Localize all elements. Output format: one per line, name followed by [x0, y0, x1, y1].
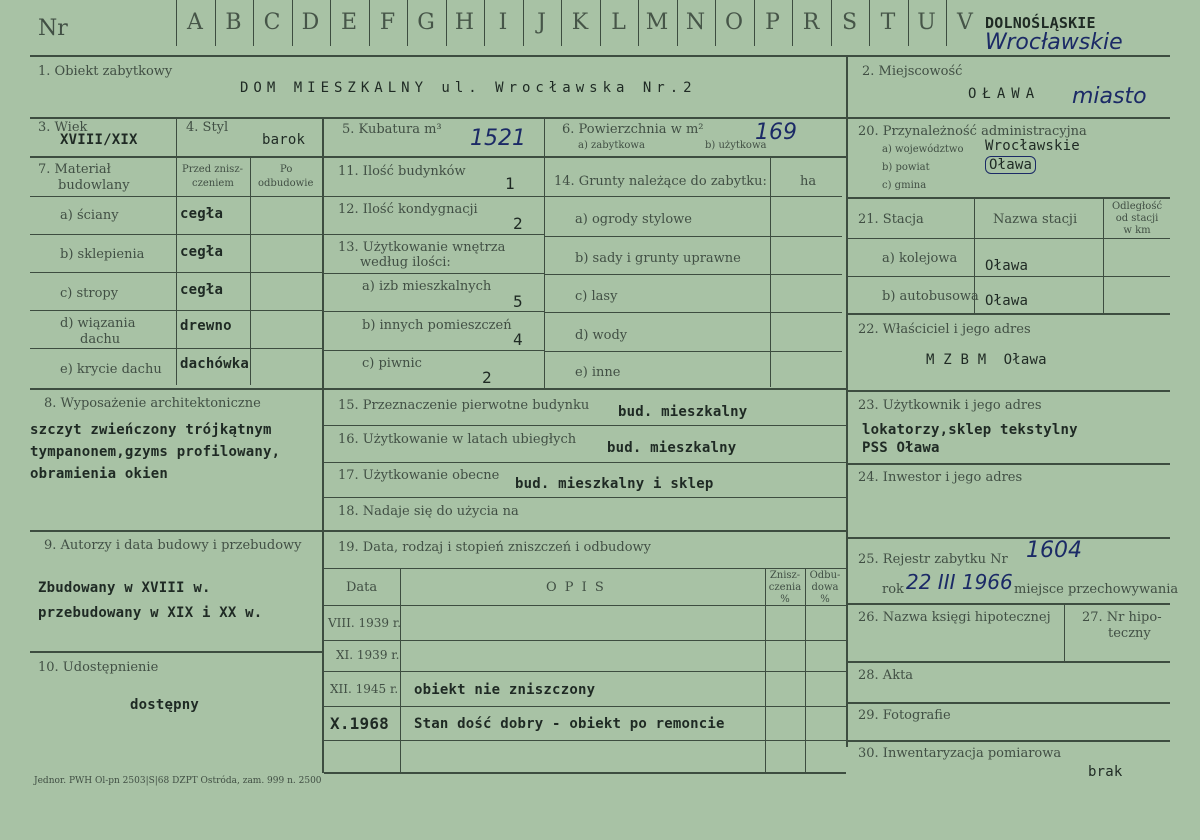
f21-b-label: b) autobusowa — [882, 289, 979, 304]
f14-row-a: a) ogrody stylowe — [575, 212, 692, 227]
divider — [848, 702, 1170, 704]
divider — [324, 706, 846, 707]
f9-label: 9. Autorzy i data budowy i przebudowy — [44, 538, 302, 553]
divider — [324, 568, 846, 569]
f20-b-value: Oława — [985, 156, 1036, 174]
divider — [324, 273, 544, 274]
f27-label-2: teczny — [1108, 626, 1151, 641]
f20-c-label: c) gmina — [882, 180, 927, 191]
f19-label: 19. Data, rodzaj i stopień zniszczeń i odbudowy — [338, 540, 652, 555]
f6-sub-b: b) użytkowa — [705, 140, 767, 151]
divider — [792, 0, 793, 46]
f25-place-label: miejsce przechowywania — [1014, 582, 1179, 597]
f6-value: 169 — [755, 120, 797, 145]
f28-label: 28. Akta — [858, 668, 914, 683]
divider — [324, 497, 846, 498]
divider — [176, 157, 177, 385]
f8-line-3: obramienia okien — [30, 466, 169, 482]
f7-row-a-value: cegła — [180, 206, 224, 222]
f13-b-value: 4 — [513, 330, 523, 349]
f18-label: 18. Nadaje się do użycia na — [338, 504, 519, 519]
f1-label: 1. Obiekt zabytkowy — [38, 64, 173, 79]
letter-index-b: B — [225, 10, 242, 35]
f7-col1-top: Przed znisz- — [182, 164, 243, 175]
f7-row-e-label: e) krycie dachu — [60, 362, 162, 377]
f7-row-d-label-2: dachu — [80, 332, 121, 347]
f21-col-dist-3: w km — [1123, 225, 1151, 236]
f25-label: 25. Rejestr zabytku Nr — [858, 552, 1008, 567]
divider — [831, 0, 832, 46]
f13-label-2: według ilości: — [360, 255, 451, 270]
f17-label: 17. Użytkowanie obecne — [338, 468, 500, 483]
f12-label: 12. Ilość kondygnacji — [338, 202, 478, 217]
f29-label: 29. Fotografie — [858, 708, 951, 723]
f19-col-opis: O P I S — [546, 580, 606, 595]
f6-label: 6. Powierzchnia w m² — [562, 122, 704, 137]
f25-rok-label: rok — [882, 582, 904, 597]
divider — [30, 651, 322, 653]
f20-a-label: a) województwo — [882, 144, 964, 155]
divider — [369, 0, 370, 46]
f19-col-odb-2: dowa — [811, 582, 839, 593]
divider — [484, 0, 485, 46]
divider — [30, 196, 322, 197]
f7-col2-top: Po — [280, 164, 293, 175]
f11-label: 11. Ilość budynków — [338, 164, 466, 179]
letter-index-c: C — [263, 10, 281, 35]
f27-label-1: 27. Nr hipo- — [1082, 610, 1162, 625]
f7-row-c-label: c) stropy — [60, 286, 119, 301]
f4-label: 4. Styl — [186, 120, 229, 135]
f14-row-b: b) sady i grunty uprawne — [575, 251, 741, 266]
f19-row-desc: Stan dość dobry - obiekt po remoncie — [414, 716, 725, 732]
f8-line-2: tympanonem,gzyms profilowany, — [30, 444, 281, 460]
f9-line-1: Zbudowany w XVIII w. — [38, 580, 211, 596]
divider — [324, 605, 846, 606]
f7-col2-bottom: odbudowie — [258, 178, 314, 189]
f14-row-d: d) wody — [575, 328, 628, 343]
letter-index-i: I — [498, 10, 508, 35]
divider — [30, 530, 322, 532]
f7-row-c-value: cegła — [180, 282, 224, 298]
letter-index-j: J — [537, 10, 546, 35]
f8-label: 8. Wyposażenie architektoniczne — [44, 396, 261, 411]
f2-label: 2. Miejscowość — [862, 64, 963, 79]
f30-label: 30. Inwentaryzacja pomiarowa — [858, 746, 1062, 761]
f14-unit: ha — [800, 174, 817, 189]
divider — [30, 234, 322, 235]
divider — [324, 462, 846, 463]
f19-col-odb-1: Odbu- — [809, 570, 841, 581]
divider — [322, 118, 324, 773]
letter-index-p: P — [765, 10, 780, 35]
divider — [324, 772, 846, 774]
f9-line-2: przebudowany w XIX i XX w. — [38, 605, 263, 621]
divider — [30, 348, 322, 349]
f13-label-1: 13. Użytkowanie wnętrza — [338, 240, 506, 255]
f5-label: 5. Kubatura m³ — [342, 122, 442, 137]
f19-col-znisz-2: czenia — [768, 582, 802, 593]
divider — [848, 603, 1170, 605]
divider — [176, 118, 177, 156]
divider — [545, 312, 842, 313]
divider — [561, 0, 562, 46]
divider — [324, 234, 544, 235]
divider — [30, 310, 322, 311]
f17-value: bud. mieszkalny i sklep — [515, 476, 714, 492]
divider — [545, 236, 842, 237]
f21-col-dist-1: Odległość — [1111, 201, 1163, 212]
letter-index-l: L — [611, 10, 626, 35]
f7-label-1: 7. Materiał — [38, 162, 111, 177]
divider — [848, 238, 1170, 239]
f7-col1-bottom: czeniem — [192, 178, 234, 189]
f7-row-e-value: dachówka — [180, 356, 250, 372]
f1-value: DOM MIESZKALNY ul. Wrocławska Nr.2 — [240, 80, 697, 96]
f15-label: 15. Przeznaczenie pierwotne budynku — [338, 398, 590, 413]
f13-a-value: 5 — [513, 292, 523, 311]
f26-label: 26. Nazwa księgi hipotecznej — [858, 610, 1051, 625]
divider — [908, 0, 909, 46]
divider — [946, 0, 947, 46]
divider — [324, 350, 544, 351]
f7-row-b-label: b) sklepienia — [60, 247, 145, 262]
divider — [848, 313, 1170, 315]
divider — [848, 740, 1170, 742]
divider — [324, 740, 846, 741]
f15-value: bud. mieszkalny — [618, 404, 748, 420]
divider — [253, 0, 254, 46]
divider — [30, 117, 848, 119]
letter-index-a: A — [187, 10, 203, 35]
divider — [869, 0, 870, 46]
letter-index-o: O — [724, 10, 744, 35]
f23-label: 23. Użytkownik i jego adres — [858, 398, 1042, 413]
divider — [600, 0, 601, 46]
f21-col-dist-2: od stacji — [1115, 213, 1159, 224]
f5-value: 1521 — [470, 126, 526, 151]
f13-a-label: a) izb mieszkalnych — [362, 279, 492, 294]
f7-label-2: budowlany — [58, 178, 130, 193]
divider — [848, 390, 1170, 392]
divider — [30, 388, 846, 390]
divider — [292, 0, 293, 46]
f12-value: 2 — [513, 214, 523, 233]
f10-value: dostępny — [130, 697, 200, 713]
f16-label: 16. Użytkowanie w latach ubiegłych — [338, 432, 577, 447]
divider — [715, 0, 716, 46]
f22-label: 22. Właściciel i jego adres — [858, 322, 1031, 337]
divider — [407, 0, 408, 46]
letter-index-f: F — [379, 10, 396, 35]
f21-a-label: a) kolejowa — [882, 251, 958, 266]
f7-row-b-value: cegła — [180, 244, 224, 260]
f14-row-c: c) lasy — [575, 289, 618, 304]
divider — [848, 537, 1170, 539]
f21-a-value: Oława — [985, 258, 1029, 274]
divider — [250, 157, 251, 385]
f20-b-label: b) powiat — [882, 162, 930, 173]
nr-label: Nr — [38, 16, 68, 41]
divider — [846, 57, 848, 747]
divider — [324, 196, 544, 197]
f3-value: XVIII/XIX — [60, 132, 138, 148]
region-typed: DOLNOŚLĄSKIE — [985, 14, 1096, 32]
divider — [545, 274, 842, 275]
divider — [324, 425, 846, 426]
divider — [30, 272, 322, 273]
f19-row-date: VIII. 1939 r. — [328, 616, 402, 630]
f23-line-1: lokatorzy,sklep tekstylny — [862, 422, 1078, 438]
f19-col-znisz-1: Znisz- — [769, 570, 801, 581]
letter-index-e: E — [340, 10, 358, 35]
f7-row-d-label-1: d) wiązania — [60, 316, 136, 331]
f14-row-e: e) inne — [575, 365, 621, 380]
f8-line-1: szczyt zwieńczony trójkątnym — [30, 422, 272, 438]
f21-label: 21. Stacja — [858, 212, 924, 227]
footer-imprint: Jednor. PWH Ol-pn 2503|S|68 DZPT Ostróda, zam. 999 n. 2500 — [34, 776, 322, 786]
f2-handwritten: miasto — [1072, 84, 1147, 109]
f13-c-label: c) piwnic — [362, 356, 422, 371]
divider — [176, 0, 177, 46]
divider — [848, 197, 1170, 199]
divider — [848, 661, 1170, 663]
letter-index-u: U — [917, 10, 936, 35]
letter-index-h: H — [454, 10, 475, 35]
f20-a-value: Wrocławskie — [985, 138, 1080, 154]
divider — [324, 640, 846, 641]
f23-line-2: PSS Oława — [862, 440, 940, 456]
f19-row-date: X.1968 — [330, 714, 389, 733]
letter-index-k: K — [571, 10, 589, 35]
f19-row-date: XII. 1945 r. — [330, 682, 399, 696]
letter-index-s: S — [841, 10, 858, 35]
divider — [848, 463, 1170, 465]
divider — [324, 311, 544, 312]
divider — [215, 0, 216, 46]
divider — [1064, 604, 1065, 661]
f21-b-value: Oława — [985, 293, 1029, 309]
divider — [30, 156, 846, 158]
divider — [523, 0, 524, 46]
letter-index-m: M — [645, 10, 669, 35]
f3-label: 3. Wiek — [38, 120, 88, 135]
region-handwritten: Wrocławskie — [985, 30, 1123, 55]
f4-value: barok — [262, 132, 306, 148]
letter-index-r: R — [802, 10, 820, 35]
f13-c-value: 2 — [482, 368, 492, 387]
letter-index-t: T — [880, 10, 896, 35]
f19-col-data: Data — [346, 580, 378, 595]
divider — [545, 351, 842, 352]
letter-index-g: G — [417, 10, 435, 35]
f19-row-desc: obiekt nie zniszczony — [414, 682, 596, 698]
f7-row-a-label: a) ściany — [60, 208, 119, 223]
letter-index-d: D — [301, 10, 320, 35]
f10-label: 10. Udostępnienie — [38, 660, 159, 675]
letter-index-v: V — [957, 10, 973, 35]
divider — [324, 671, 846, 672]
f22-value: M Z B M Oława — [926, 352, 1047, 368]
f19-col-pct2: % — [820, 594, 830, 605]
f24-label: 24. Inwestor i jego adres — [858, 470, 1023, 485]
f19-row-date: XI. 1939 r. — [336, 648, 400, 662]
divider — [754, 0, 755, 46]
divider — [544, 118, 545, 390]
f2-value: OŁAWA — [968, 86, 1041, 102]
f7-row-d-value: drewno — [180, 318, 232, 334]
f25-value: 1604 — [1026, 538, 1082, 563]
f6-sub-a: a) zabytkowa — [578, 140, 645, 151]
divider — [545, 196, 842, 197]
divider — [30, 55, 1170, 57]
divider — [677, 0, 678, 46]
letter-index-n: N — [685, 10, 706, 35]
f16-value: bud. mieszkalny — [607, 440, 737, 456]
f21-col-name: Nazwa stacji — [993, 212, 1078, 227]
divider — [848, 276, 1170, 277]
divider — [848, 117, 1170, 119]
f11-value: 1 — [505, 174, 515, 193]
f19-col-pct: % — [780, 594, 790, 605]
divider — [324, 530, 846, 532]
divider — [446, 0, 447, 46]
divider — [330, 0, 331, 46]
f13-b-label: b) innych pomieszczeń — [362, 318, 512, 333]
f14-label: 14. Grunty należące do zabytku: — [554, 174, 767, 189]
f25-rok-value: 22 III 1966 — [906, 570, 1013, 594]
divider — [770, 157, 771, 387]
divider — [638, 0, 639, 46]
f30-value: brak — [1088, 764, 1123, 780]
f20-label: 20. Przynależność administracyjna — [858, 124, 1087, 139]
